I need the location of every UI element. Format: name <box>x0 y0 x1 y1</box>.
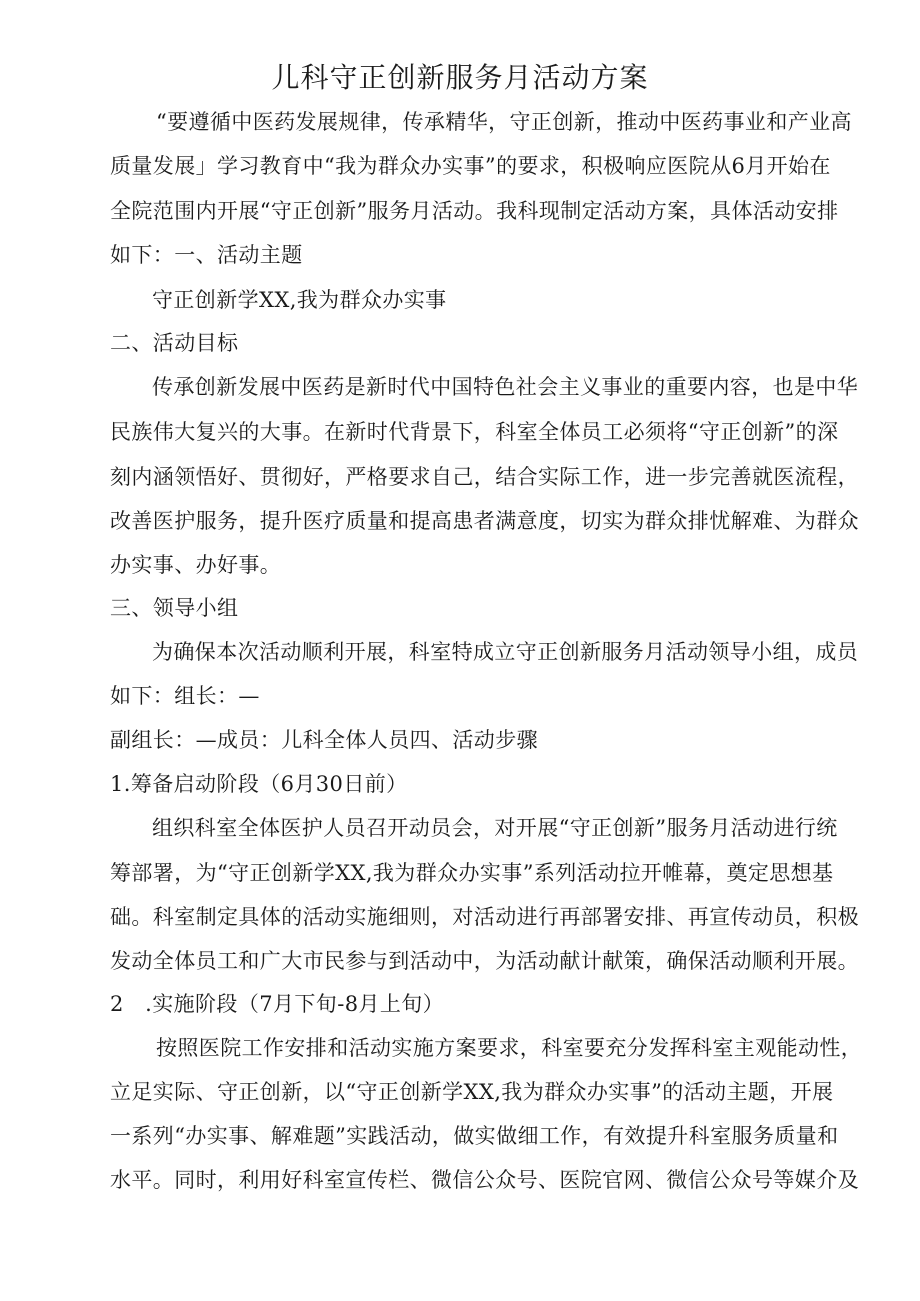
paragraph-line: 办实事、办好事。 <box>110 553 282 577</box>
paragraph-line: “要遵循中医药发展规律，传承精华，守正创新，推动中医药事业和产业高 <box>156 110 852 134</box>
step-heading: 2 .实施阶段（7月下旬-8月上旬） <box>110 992 445 1016</box>
section-heading: 三、领导小组 <box>110 596 239 620</box>
paragraph-line: 为确保本次活动顺利开展，科室特成立守正创新服务月活动领导小组，成员 <box>152 640 859 664</box>
paragraph-line: 立足实际、守正创新，以“守正创新学XX,我为群众办实事”的活动主题，开展 <box>110 1080 834 1104</box>
paragraph-line: 守正创新学XX,我为群众办实事 <box>152 288 447 312</box>
paragraph-line: 副组长：—成员：儿科全体人员四、活动步骤 <box>110 728 538 752</box>
document-title: 儿科守正创新服务月活动方案 <box>271 61 649 94</box>
paragraph-line: 发动全体员工和广大市民参与到活动中，为活动献计献策，确保活动顺利开展。 <box>110 949 859 973</box>
paragraph-line: 如下：一、活动主题 <box>110 243 303 267</box>
paragraph-line: 筹部署，为“守正创新学XX,我为群众办实事”系列活动拉开帷幕，奠定思想基 <box>110 861 834 885</box>
paragraph-line: 全院范围内开展“守正创新”服务月活动。我科现制定活动方案，具体活动安排 <box>110 199 839 223</box>
paragraph-line: 传承创新发展中医药是新时代中国特色社会主义事业的重要内容，也是中华 <box>152 375 859 399</box>
section-heading: 二、活动目标 <box>110 331 239 355</box>
paragraph-line: 民族伟大复兴的大事。在新时代背景下，科室全体员工必须将“守正创新”的深 <box>110 420 839 444</box>
paragraph-line: 础。科室制定具体的活动实施细则，对活动进行再部署安排、再宣传动员，积极 <box>110 905 859 929</box>
paragraph-line: 质量发展」学习教育中“我为群众办实事”的要求，积极响应医院从6月开始在 <box>110 154 831 178</box>
paragraph-line: 组织科室全体医护人员召开动员会，对开展“守正创新”服务月活动进行统 <box>152 816 838 840</box>
paragraph-line: 改善医护服务，提升医疗质量和提高患者满意度，切实为群众排忧解难、为群众 <box>110 509 859 533</box>
paragraph-line: 刻内涵领悟好、贯彻好，严格要求自己，结合实际工作，进一步完善就医流程， <box>110 465 859 489</box>
paragraph-line: 一系列“办实事、解难题”实践活动，做实做细工作，有效提升科室服务质量和 <box>110 1124 839 1148</box>
paragraph-line: 按照医院工作安排和活动实施方案要求，科室要充分发挥科室主观能动性， <box>156 1036 863 1060</box>
paragraph-line: 如下：组长：— <box>110 684 260 708</box>
paragraph-line: 水平。同时，利用好科室宣传栏、微信公众号、医院官网、微信公众号等媒介及 <box>110 1168 859 1192</box>
step-heading: 1.筹备启动阶段（6月30日前） <box>110 772 408 796</box>
